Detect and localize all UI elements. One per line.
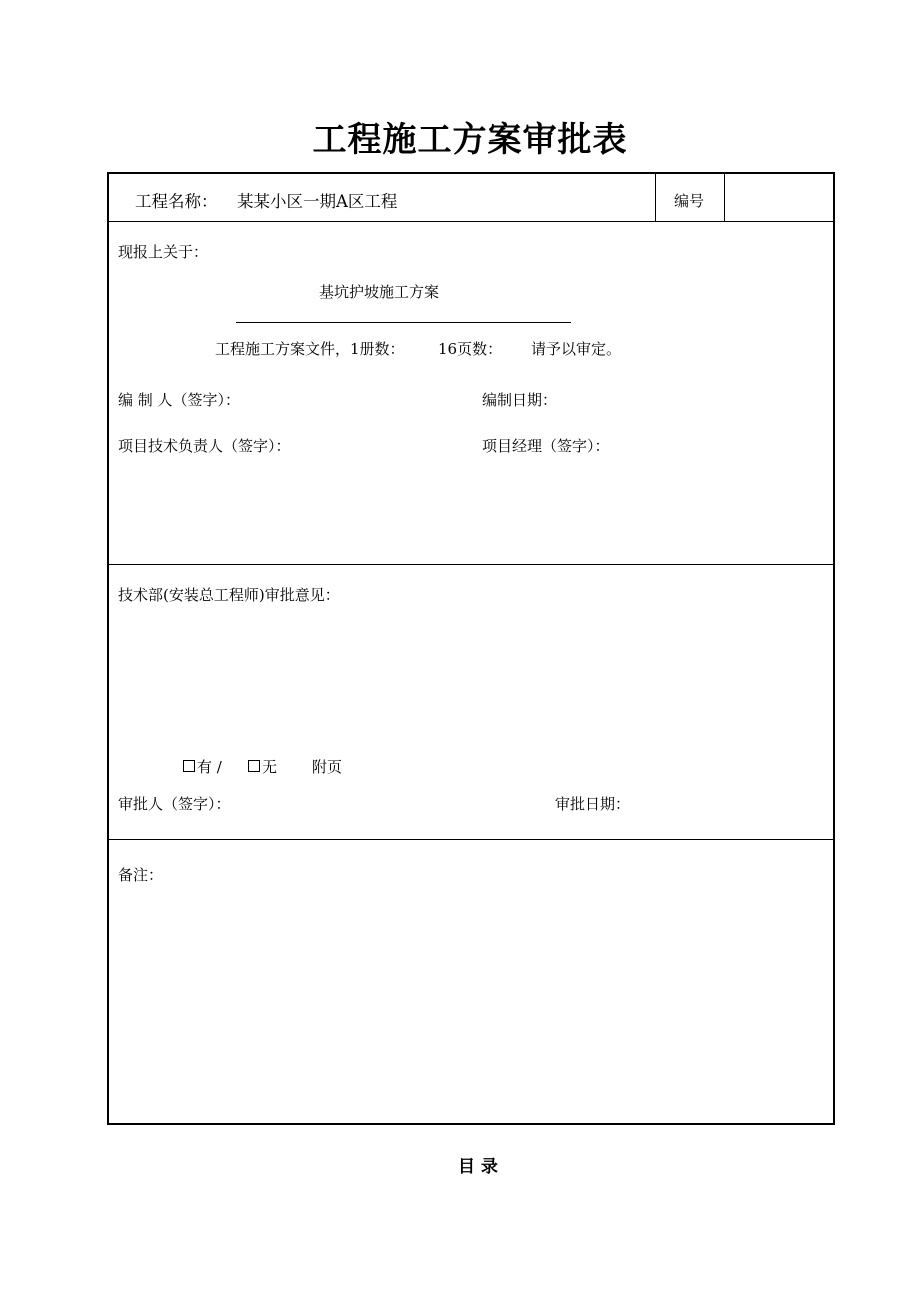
tech-lead-signature-label: 项目技术负责人（签字）： [118, 437, 291, 455]
page-count-text: 16页数： [438, 340, 503, 358]
page-title: 工程施工方案审批表 [312, 120, 628, 160]
remarks-label: 备注： [118, 866, 164, 884]
table-of-contents-heading: 目 录 [458, 1157, 498, 1177]
attachment-no-option[interactable] [248, 756, 277, 777]
section-divider [109, 564, 833, 565]
checkbox-icon[interactable] [183, 760, 195, 772]
section-divider [109, 839, 833, 840]
attachment-yes-option[interactable] [183, 756, 222, 777]
attachment-label: 附页 [312, 758, 343, 776]
number-label: 编号 [674, 192, 705, 210]
compiler-signature-label: 编 制 人（签字）： [118, 391, 241, 409]
approval-date-label: 审批日期： [555, 795, 631, 813]
project-name-label: 工程名称： [135, 192, 218, 211]
compile-date-label: 编制日期： [482, 391, 558, 409]
attachment-no-label: 无 [262, 758, 278, 776]
project-name-value[interactable]: 某某小区一期A区工程 [237, 192, 398, 211]
divider [655, 174, 656, 221]
approver-signature-label: 审批人（签字）： [118, 795, 231, 813]
header-row [109, 174, 833, 222]
divider [724, 174, 725, 221]
plan-name[interactable]: 基坑护坡施工方案 [319, 283, 440, 301]
approval-heading: 技术部(安装总工程师)审批意见： [118, 586, 340, 604]
attachment-yes-label: 有 / [197, 758, 222, 776]
checkbox-icon[interactable] [248, 760, 260, 772]
approval-form [107, 172, 835, 1125]
file-count-text: 工程施工方案文件，1册数： [215, 340, 405, 358]
plan-name-underline [236, 322, 571, 323]
request-text: 请予以审定。 [531, 340, 622, 358]
manager-signature-label: 项目经理（签字）： [482, 437, 610, 455]
report-intro: 现报上关于： [118, 243, 209, 261]
